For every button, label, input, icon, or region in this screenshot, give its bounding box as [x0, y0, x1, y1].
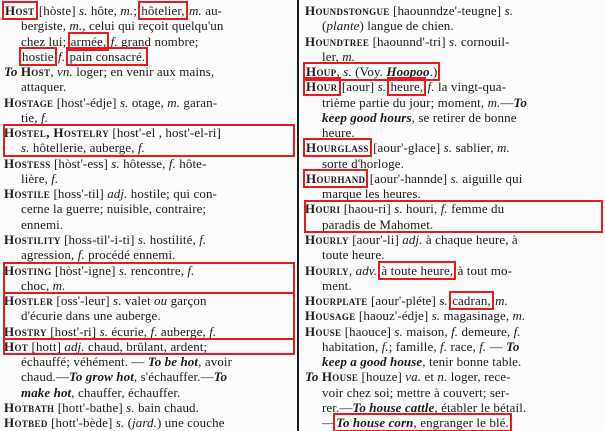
dictionary-line — [4, 79, 294, 94]
text-segment: — — [486, 338, 507, 354]
text-segment: s. — [343, 64, 352, 80]
text-segment: s. — [79, 3, 88, 18]
dictionary-line — [305, 278, 602, 293]
text-segment: chez lui; — [21, 33, 70, 49]
text-segment: adv. — [355, 262, 378, 278]
dictionary-line — [4, 156, 294, 171]
text-segment: hôtellerie, auberge, — [29, 140, 138, 156]
text-segment: , établer le bétail. — [434, 399, 527, 415]
text-segment: écurie, — [108, 323, 151, 339]
text-segment: sorte d'horloge. — [322, 155, 404, 171]
headword: Hourplate — [305, 293, 368, 309]
text-segment: To — [513, 94, 527, 110]
text-segment: hôte, — [87, 3, 121, 18]
dictionary-line — [4, 369, 294, 384]
dictionary-line — [305, 385, 602, 400]
text-segment: aiguille qui — [459, 170, 523, 186]
text-segment: voir chez soi; mettre à couvert; ser- — [322, 384, 510, 400]
text-segment: m. — [512, 308, 526, 324]
headword: Hostess — [4, 155, 51, 171]
text-segment: [aour'-pléte] — [367, 293, 440, 309]
text-segment: vn. — [57, 64, 73, 80]
text-segment: f. — [58, 48, 66, 64]
annotation-box: Hourglass — [306, 140, 369, 156]
text-segment: m. — [167, 94, 181, 110]
text-segment: To — [305, 369, 319, 385]
text-segment: , chauffer, échauffer. — [71, 384, 181, 400]
text-segment: s. — [118, 262, 128, 278]
text-segment: f. — [51, 170, 59, 186]
dictionary-line — [305, 201, 602, 216]
text-segment: , — [348, 262, 356, 278]
text-segment: s. — [99, 323, 109, 339]
dictionary-line — [305, 415, 602, 430]
headword: Hostility — [4, 231, 61, 247]
text-segment: au- — [201, 3, 223, 18]
text-segment: ) une couche — [156, 415, 225, 431]
dictionary-line — [305, 324, 602, 339]
annotation-box: armée, — [70, 33, 107, 49]
text-segment: ( — [322, 18, 327, 34]
annotation-box-group — [4, 125, 294, 156]
dictionary-line — [4, 232, 294, 247]
text-segment: auberge, — [157, 323, 210, 339]
dictionary-line — [305, 308, 602, 323]
text-segment: — — [322, 415, 336, 431]
text-segment: To — [213, 369, 228, 385]
text-segment: ; famille, — [388, 338, 441, 354]
text-segment: m. — [189, 3, 202, 18]
headword: Hostler — [4, 293, 54, 309]
text-segment: cornouil- — [457, 33, 510, 49]
text-segment: toute heure. — [322, 247, 385, 263]
text-segment: m. — [342, 48, 356, 64]
text-segment: garçon — [167, 293, 207, 309]
text-segment: n. — [437, 369, 448, 385]
text-segment: f. — [150, 323, 158, 339]
dictionary-line — [305, 339, 602, 354]
dictionary-line — [305, 247, 602, 262]
right-column — [305, 3, 602, 430]
text-segment: .) — [429, 64, 438, 80]
text-segment: ler, — [322, 48, 343, 64]
text-segment: s. — [443, 140, 453, 156]
text-segment: To grow hot — [69, 369, 134, 385]
text-segment: , se retirer de bonne — [411, 109, 517, 125]
text-segment: chaud, brûlant, ardent; — [84, 338, 208, 354]
text-segment: bergiste, — [21, 18, 70, 34]
text-segment: ennemi. — [21, 216, 64, 232]
headword: Houndstongue — [305, 3, 390, 18]
text-segment: [haou-ri] — [340, 201, 395, 217]
dictionary-line — [305, 217, 602, 232]
text-segment: , s'échauffer.— — [133, 369, 214, 385]
text-segment: garan- — [180, 94, 218, 110]
annotation-box: cadran, — [452, 293, 491, 309]
text-segment: f. — [440, 338, 448, 354]
dictionary-line — [305, 64, 602, 79]
text-segment: [aour'-hannde] — [366, 170, 451, 186]
text-segment: chaud.— — [21, 369, 69, 385]
dictionary-line — [305, 18, 602, 33]
text-segment: femme du — [447, 201, 505, 217]
text-segment: tie, — [21, 109, 41, 125]
dictionary-line — [4, 278, 294, 293]
dictionary-line — [305, 293, 602, 308]
text-segment: f. — [199, 231, 207, 247]
text-segment: valet — [121, 293, 155, 309]
text-segment: m. — [487, 94, 501, 110]
text-segment: [hott'-bède] — [47, 415, 116, 431]
text-segment: To — [506, 338, 520, 354]
text-segment: [oss'-leur] — [53, 293, 114, 309]
dictionary-line — [4, 263, 294, 278]
headword: Houri — [305, 201, 341, 217]
headword: Hotbath — [4, 399, 55, 415]
text-segment: (Voy. — [351, 64, 387, 80]
entry-group — [4, 156, 294, 263]
headword: Hourly — [305, 231, 349, 247]
headword: Hostage — [4, 94, 54, 110]
dictionary-line — [305, 34, 602, 49]
text-segment: f. — [41, 109, 49, 125]
text-segment: [haounnd'-tri] — [369, 33, 450, 49]
text-segment: f. — [381, 338, 389, 354]
text-segment: s. — [113, 293, 122, 309]
dictionary-line — [305, 186, 602, 201]
dictionary-line — [4, 339, 294, 354]
text-segment: keep good hours — [322, 109, 412, 125]
text-segment: loger; en venir aux mains, — [72, 64, 215, 80]
dictionary-line — [4, 415, 294, 430]
text-segment: s. — [431, 308, 441, 324]
text-segment: magasinage, — [440, 308, 513, 324]
dictionary-line — [4, 49, 294, 64]
entry-group — [305, 3, 602, 201]
text-segment: bain chaud. — [134, 399, 200, 415]
dictionary-line — [305, 171, 602, 186]
headword: Hourly — [305, 262, 349, 278]
text-segment: f. — [137, 140, 146, 156]
headword: Host — [20, 64, 51, 80]
text-segment: marque les heures. — [322, 186, 421, 202]
entry-group — [4, 3, 294, 125]
text-segment: m. — [120, 3, 134, 18]
column-divider — [297, 0, 299, 431]
text-segment: [haounndze'-teugne] — [389, 3, 505, 18]
headword: Houndtree — [305, 33, 370, 49]
text-segment: s. — [439, 293, 448, 309]
text-segment: m. — [52, 277, 66, 293]
text-segment: maison, — [402, 323, 452, 339]
dictionary-line — [4, 140, 294, 155]
dictionary-line — [305, 232, 602, 247]
annotation-box — [335, 415, 510, 430]
text-segment: [hoss'-til] — [50, 186, 108, 202]
text-segment: s. — [137, 231, 147, 247]
text-segment: f. — [440, 201, 448, 217]
annotation-box: à toute heure, — [381, 262, 454, 278]
dictionary-line — [4, 110, 294, 125]
text-segment: , celui qui reçoit quelqu'un — [82, 18, 224, 34]
text-segment: , — [336, 64, 344, 80]
text-segment: choc, — [21, 277, 53, 293]
entry-group — [305, 232, 602, 430]
text-segment: agression, — [21, 247, 78, 263]
dictionary-line — [4, 186, 294, 201]
text-segment: hostile; qui con- — [127, 186, 217, 202]
text-segment: m. — [495, 293, 508, 309]
dictionary-line — [4, 3, 294, 18]
dictionary-line — [305, 369, 602, 384]
text-segment: ( — [124, 415, 133, 431]
headword: House — [321, 369, 359, 385]
text-segment: s. — [377, 79, 387, 95]
text-segment: m. — [497, 140, 510, 156]
headword: Hostel, Hostelry — [4, 125, 110, 141]
text-segment: keep a good house — [322, 354, 423, 370]
dictionary-line — [4, 18, 294, 33]
annotation-box: heure, — [390, 79, 424, 95]
text-segment: rencontre, — [127, 262, 188, 278]
text-segment: d'écurie dans une auberge. — [21, 308, 161, 324]
headword: Hostile — [4, 186, 51, 202]
text-segment: hôte- — [175, 155, 207, 171]
text-segment: ) langue de chien. — [359, 18, 454, 34]
text-segment: [hott] — [28, 338, 65, 354]
dictionary-line — [305, 3, 602, 18]
text-segment: s. — [394, 323, 403, 339]
dictionary-line — [305, 263, 602, 278]
headword: House — [305, 323, 342, 339]
text-segment: hôtesse, — [119, 155, 169, 171]
dictionary-line — [4, 324, 294, 339]
text-segment: f. — [168, 155, 176, 171]
annotation-box: Hour — [306, 79, 338, 95]
text-segment: [aour] — [338, 79, 378, 95]
dictionary-line — [4, 247, 294, 262]
annotation-box: Host — [5, 3, 35, 18]
text-segment: ou — [154, 293, 168, 309]
dictionary-line — [305, 156, 602, 171]
text-segment: [hott'-bathe] — [54, 399, 127, 415]
annotation-box: hostie — [22, 48, 54, 64]
text-segment: f. — [110, 33, 118, 49]
dictionary-line — [4, 217, 294, 232]
text-segment: heure. — [322, 125, 355, 141]
text-segment: f. — [427, 79, 435, 95]
text-segment: f. — [479, 338, 487, 354]
text-segment: échauffé; véhément. — — [21, 354, 148, 370]
dictionary-line — [4, 95, 294, 110]
text-segment: jard. — [132, 415, 157, 431]
dictionary-line — [4, 385, 294, 400]
text-segment: race, — [447, 338, 480, 354]
text-segment: To house corn — [336, 415, 414, 431]
text-segment: ment. — [322, 277, 352, 293]
dictionary-line — [4, 400, 294, 415]
text-segment: f. — [187, 262, 195, 278]
text-segment: [aour'-li] — [348, 231, 403, 247]
headword: Hosting — [4, 262, 52, 278]
dictionary-line — [305, 354, 602, 369]
headword: Hostry — [4, 323, 47, 339]
text-segment: f. — [513, 323, 521, 339]
headword: Houp — [306, 64, 337, 80]
dictionary-line — [305, 110, 602, 125]
text-segment: , engranger le blé. — [413, 415, 509, 431]
text-segment: To house cattle — [352, 399, 435, 415]
text-segment: [houze] — [358, 369, 406, 385]
dictionary-line — [4, 201, 294, 216]
text-segment: et — [421, 369, 438, 385]
text-segment: paradis de Mahomet. — [322, 216, 434, 232]
text-segment: rer.— — [322, 399, 353, 415]
text-segment: à tout mo- — [454, 262, 513, 278]
text-segment: , tenir bonne table. — [422, 354, 522, 370]
text-segment: hostilité, — [146, 231, 200, 247]
text-segment: , — [50, 64, 58, 80]
text-segment: [haouz'-édje] — [355, 308, 432, 324]
annotation-box — [305, 64, 438, 79]
text-segment: s. — [394, 201, 403, 217]
text-segment: s. — [504, 3, 514, 18]
text-segment: habitation, — [322, 338, 382, 354]
dictionary-line — [4, 293, 294, 308]
annotation-box: pain consacré. — [69, 48, 146, 64]
text-segment: adj. — [64, 338, 85, 354]
text-segment: s. — [115, 415, 125, 431]
text-segment: f. — [77, 247, 85, 263]
dictionary-line — [305, 400, 602, 415]
text-segment: s. — [126, 399, 135, 415]
text-segment: grand nombre; — [117, 33, 199, 49]
text-segment: s. — [450, 170, 460, 186]
text-segment: la vingt-qua- — [434, 79, 507, 95]
entry-group — [4, 354, 294, 430]
text-segment: s. — [119, 94, 129, 110]
text-segment: [hoss-til'-i-ti] — [60, 231, 138, 247]
text-segment: va. — [405, 369, 422, 385]
dictionary-line — [305, 95, 602, 110]
annotation-box-group — [4, 339, 294, 354]
left-column — [4, 3, 294, 430]
text-segment: houri, — [402, 201, 441, 217]
text-segment: cerne la guerre; nuisible, contraire; — [21, 201, 207, 217]
headword: Hot — [4, 338, 29, 354]
text-segment: , avoir — [198, 354, 233, 370]
text-segment: procédé ennemi. — [84, 247, 176, 263]
text-segment: — — [500, 94, 514, 110]
text-segment: ; — [133, 3, 141, 18]
text-segment: s. — [21, 140, 30, 156]
text-segment: To be hot — [147, 354, 199, 370]
dictionary-line — [305, 79, 602, 94]
text-segment: otage, — [128, 94, 168, 110]
text-segment: [aour'-glace] — [369, 140, 444, 156]
text-segment: trième partie du jour; moment, — [322, 94, 488, 110]
dictionary-line — [4, 34, 294, 49]
dictionary-line — [4, 171, 294, 186]
dictionary-line — [305, 140, 602, 155]
dictionary-line — [305, 49, 602, 64]
annotation-box-group — [4, 263, 294, 294]
dictionary-line — [305, 125, 602, 140]
text-segment: à chaque heure, à — [422, 231, 518, 247]
text-segment: plante — [326, 18, 360, 34]
headword: Hotbed — [4, 415, 48, 431]
headword: Housage — [305, 308, 356, 324]
text-segment: [host'-ri] — [46, 323, 100, 339]
dictionary-line — [4, 64, 294, 79]
text-segment: f. — [451, 323, 459, 339]
text-segment: Hoopoo — [386, 64, 430, 80]
annotation-box-group — [4, 293, 294, 339]
text-segment: loger, rece- — [447, 369, 511, 385]
text-segment: [haouce] — [341, 323, 395, 339]
dictionary-line — [4, 354, 294, 369]
annotation-box: hôtelier, — [141, 3, 185, 18]
text-segment: To — [4, 64, 18, 80]
text-segment: lière, — [21, 170, 52, 186]
text-segment: [hòste] — [35, 3, 80, 18]
text-segment: demeure, — [458, 323, 514, 339]
text-segment: [host'-édje] — [53, 94, 120, 110]
text-segment: [hòst'-ess] — [50, 155, 112, 171]
text-segment: adj. — [107, 186, 128, 202]
annotation-box: Hourhand — [306, 170, 366, 186]
dictionary-line — [4, 125, 294, 140]
text-segment: [hòst'-igne] — [51, 262, 119, 278]
text-segment: f. — [209, 323, 217, 339]
text-segment: s. — [111, 155, 120, 171]
text-segment: s. — [449, 33, 458, 49]
text-segment: adj. — [402, 231, 423, 247]
text-segment: [host'-el , host'-el-ri] — [109, 125, 221, 141]
dictionary-line — [4, 308, 294, 323]
text-segment: sablier, — [452, 140, 498, 156]
text-segment: m. — [69, 18, 83, 34]
text-segment: make hot — [21, 384, 72, 400]
text-segment: attaquer. — [21, 79, 67, 95]
annotation-box-group — [305, 201, 602, 232]
